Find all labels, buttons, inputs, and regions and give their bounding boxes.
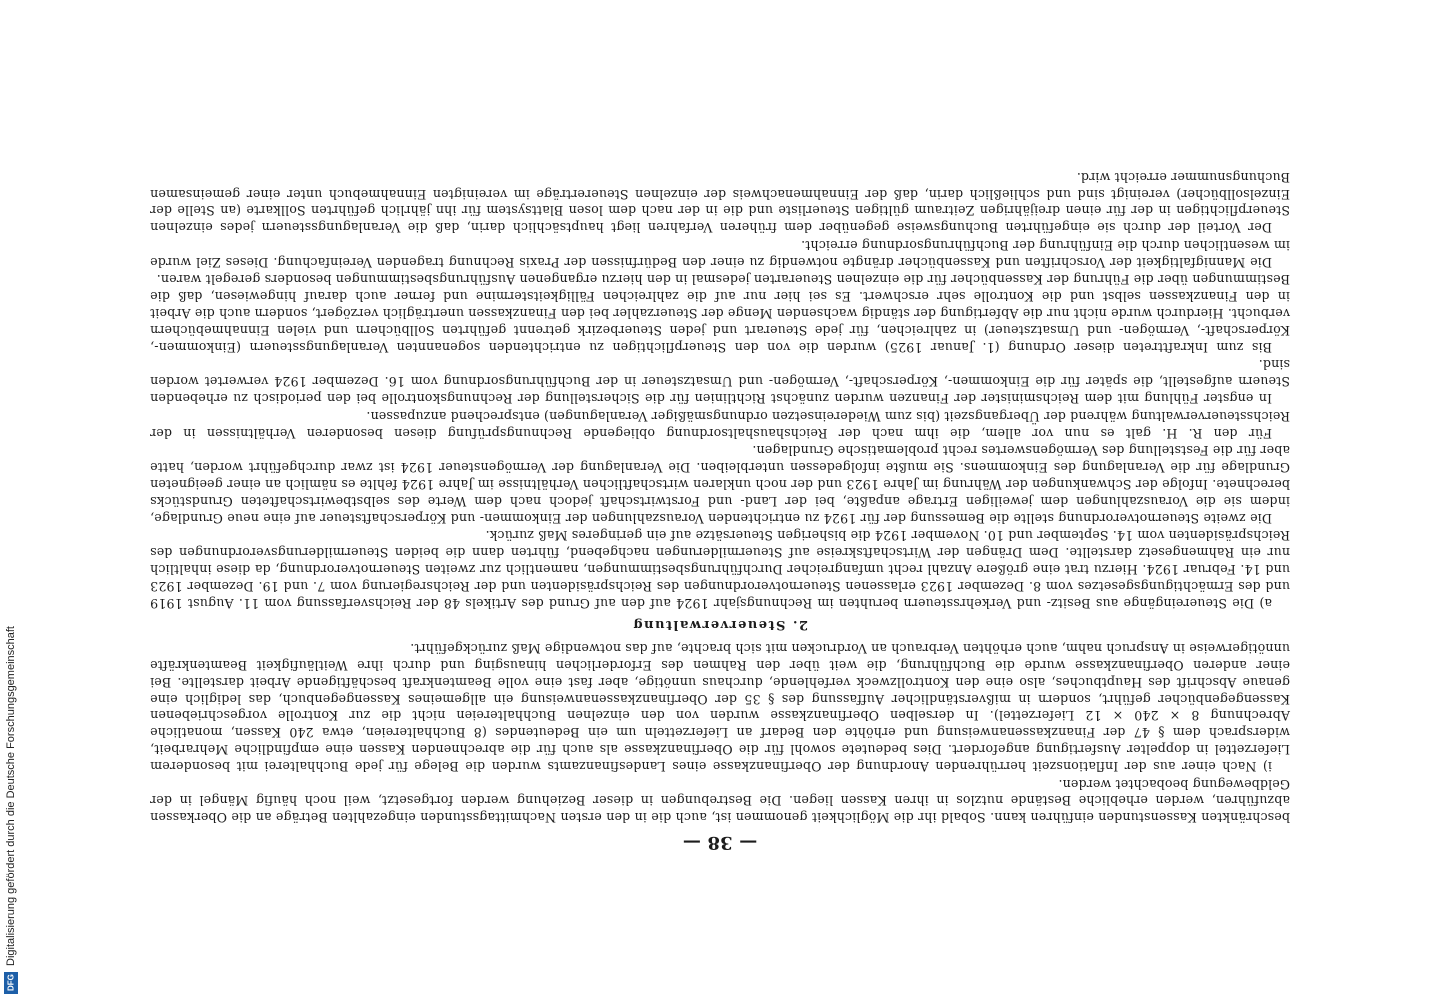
dfg-logo-icon: DFG: [4, 972, 18, 994]
scanned-page: [150, 150, 1290, 853]
paragraph: i) Nach einer aus der Inflationszeit herrührenden Anordnung der Oberfinanzkasse eines Landesfinanzamts wurden die Belege für jede Buchhalterei mit besonderem Lieferzettel in doppelter Ausfertigung angefordert. Dies bedeutete sowohl für die Oberfinanzkasse als auch für die abrechnenden Kassen eine empfindliche Mehrarbeit, widersprach dem § 47 der Finanzkassenanweisung und erhöhte den Bedarf an Lieferzetteln um ein Bedeutendes (8 Buchhaltereien, etwa 240 Kassen, monatliche Abrechnung 8 × 240 × 12 Lieferzettel). In derselben Oberfinanzkasse wurden von den einzelnen Buchhaltereien nicht die zur Kontrolle vorgeschriebenen Kassengegenbücher geführt, sondern in mißverständlicher Auffassung des § 35 der Oberfinanzkassenanweisung ein allgemeines Kassengegenbuch, das lediglich eine genaue Abschrift des Hauptbuches, also eine den Kontrollzweck verfehlende, durchaus unnötige, aber fast eine volle Beamtenkraft beschäftigende Arbeit darstellte. Bei einer anderen Oberfinanzkasse wurde die Buchführung, die weit über den Rahmen des Erforderlichen hinausging und durch ihre Weitläufigkeit Beamtenkräfte unnötigerweise in Anspruch nahm, auch erhöhten Verbrauch an Vordrucken mit sich brachte, auf das notwendige Maß zurückgeführt.: [150, 641, 1290, 774]
paragraph: Der Vorteil der durch sie eingeführten Buchungsweise gegenüber dem früheren Verfahren liegt hauptsächlich darin, daß die Veranlagungssteuern jedes einzelnen Steuerpflichtigen in der für einen dreijährigen Zeitraum gültigen Steuerliste und die in der nach dem losen Blattsystem für ihn jährlich geführten Sollkarte (an Stelle der Einzelsollbücher) vereinigt sind und schließlich darin, daß der Einnahmenachweis der einzelnen Steuererträge im vereinigten Einnahmebuch unter einer gemeinsamen Buchungsnummer erreicht wird.: [150, 169, 1290, 236]
credit-text: Digitalisierung gefördert durch die Deutsche Forschungsgemeinschaft: [5, 626, 17, 966]
paragraph: Bis zum Inkrafttreten dieser Ordnung (1. Januar 1925) wurden die von den Steuerpflichtigen zu entrichtenden sogenannten Veranlagungssteuern (Einkommen-, Körperschaft-, Vermögen- und Umsatzsteuer) in zahlreichen, für jede Steuerart und jeden Steuerbezirk getrennt geführten Sollbüchern und vielen Einnahmebüchern verbucht. Hierdurch wurde nicht nur die Abfertigung der ständig wachsenden Menge der Steuerzahler bei den Finanzkassen unerträglich verzögert, sondern auch die Arbeit in den Finanzkassen selbst und die Kontrolle sehr erschwert. Es sei hier nur auf die zahlreichen Fälligkeitstermine und ferner auch darauf hingewiesen, daß die Bestimmungen über die Führung der Kassenbücher für die einzelnen Steuerarten jedesmal in den hierzu ergangenen Ausführungsbestimmungen besonders geregelt waren.: [150, 272, 1290, 355]
paragraph: beschränkten Kassenstunden einführen kann. Sobald ihr die Möglichkeit genommen ist, auch die in den ersten Nachmittagsstunden eingezahlten Beträge an die Oberkassen abzuführen, werden erhebliche Bestände nutzlos in ihren Kassen liegen. Die Bestrebungen in dieser Beziehung werden fortgesetzt, weil noch häufig Mängel in der Geldbewegung beobachtet werden.: [150, 776, 1290, 826]
paragraph: a) Die Steuereingänge aus Besitz- und Verkehrssteuern beruhten im Rechnungsjahr 1924 auf den auf Grund des Artikels 48 der Reichsverfassung vom 11. August 1919 und des Ermächtigungsgesetzes vom 8. Dezember 1923 erlassenen Steuernotverordnungen des Reichspräsidenten und der Reichsregierung vom 7. und 19. Dezember 1923 und 14. Februar 1924. Hierzu trat eine größere Anzahl recht umfangreicher Durchführungsbestimmungen, namentlich zur zweiten Steuernotverordnung, da diese inhaltlich nur ein Rahmengesetz darstellte. Dem Drängen der Wirtschaftskreise auf Steuermilderungen nachgebend, führten dann die beiden Steuermilderungsverordnungen des Reichspräsidenten vom 14. September und 10. November 1924 die bisherigen Steuersätze auf ein geringeres Maß zurück.: [150, 528, 1290, 611]
paragraph: Die Mannigfaltigkeit der Vorschriften und Kassenbücher drängte notwendig zu einer den Bedürfnissen der Praxis Rechnung tragenden Vereinfachung. Dieses Ziel wurde im wesentlichen durch die Einführung der Buchführungsordnung erreicht.: [150, 237, 1290, 270]
page-number: — 38 —: [682, 832, 758, 853]
paragraph: Die zweite Steuernotverordnung stellte die Bemessung der für 1924 zu entrichtenden Vorauszahlungen der Einkommen- und Körperschaftsteuer auf eine neue Grundlage, indem sie die Vorauszahlungen dem jeweiligen Ertrage anpaßte, bei der Land- und Forstwirtschaft jedoch nach dem Werte des selbstbewirtschafteten Grundstücks berechnete. Infolge der Schwankungen der Währung im Jahre 1923 und der noch unklaren wirtschaftlichen Verhältnisse im Jahre 1924 fehlte es nämlich an einer geeigneten Grundlage für die Veranlagung des Einkommens. Sie mußte infolgedessen unterbleiben. Die Veranlagung der Vermögensteuer 1924 ist zwar durchgeführt worden, hatte aber für die Feststellung des Vermögenswertes recht problematische Grundlagen.: [150, 443, 1290, 526]
digitization-credit: [0, 0, 22, 1000]
section-heading: 2. Steuerverwaltung: [631, 617, 809, 633]
page-content: [150, 150, 1290, 853]
paragraph: Für den R. H. galt es nun vor allem, die ihm nach der Reichshaushaltsordnung obliegende Rechnungsprüfung diesen besonderen Verhältnissen in der Reichssteuerverwaltung während der Übergangszeit (bis zum Wiedereinsetzen ordnungsmäßiger Veranlagungen) entsprechend anzupassen.: [150, 408, 1290, 441]
paragraph: In engster Fühlung mit dem Reichsminister der Finanzen wurden zunächst Richtlinien für die Sicherstellung der Rechnungskontrolle bei den periodisch zu erhebenden Steuern aufgestellt, die später für die Einkommen-, Körperschaft-, Vermögen- und Umsatzsteuer in der Buchführungsordnung vom 16. Dezember 1924 verwertet worden sind.: [150, 357, 1290, 407]
